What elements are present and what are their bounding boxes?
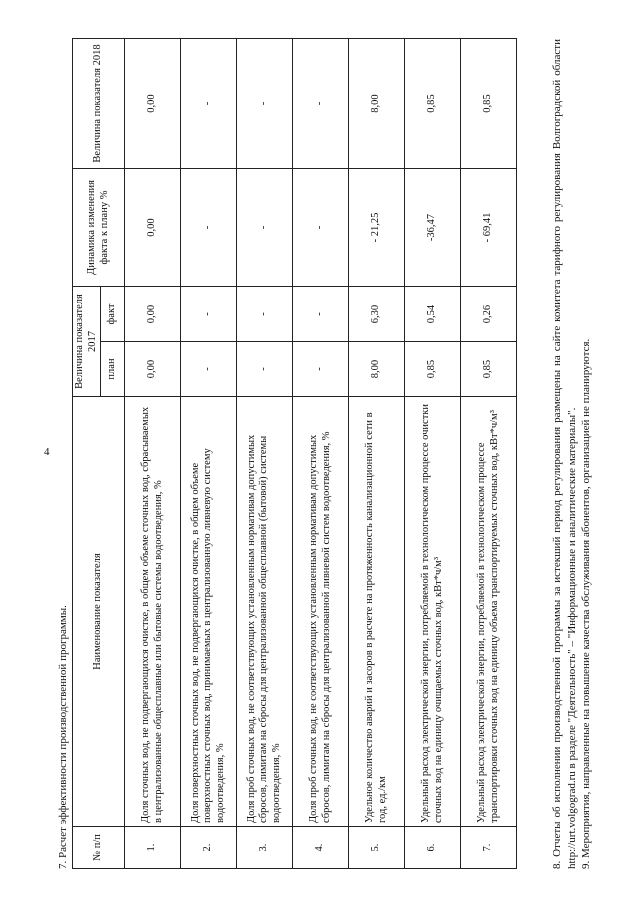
row-name: Доля поверхностных сточных вод, не подвергающихся очистке, в общем объеме поверхностных сточных вод, принимаемых в централизованную ливневую систему водоотведения, %	[181, 397, 237, 827]
table-row	[293, 39, 349, 869]
row-plan: -	[237, 342, 293, 397]
row-fact: -	[181, 287, 237, 342]
row-value-2018: 0,00	[125, 39, 181, 169]
table-row	[405, 39, 461, 869]
header-num: № п/п	[73, 827, 125, 869]
row-plan: 0,85	[461, 342, 517, 397]
row-num: 5.	[349, 827, 405, 869]
row-plan: -	[181, 342, 237, 397]
row-plan: 0,00	[125, 342, 181, 397]
row-name: Доля проб сточных вод, не соответствующих установленным нормативам допустимых сбросов, лимитам на сбросы для централизованной ливневой систем водоотведения, %	[293, 397, 349, 827]
row-plan: 8,00	[349, 342, 405, 397]
notes	[550, 39, 594, 869]
row-value-2018: -	[181, 39, 237, 169]
row-dynamics: - 69,41	[461, 169, 517, 287]
page-number: 4	[44, 446, 50, 458]
indicators-table	[72, 38, 517, 869]
row-fact: -	[237, 287, 293, 342]
row-num: 7.	[461, 827, 517, 869]
row-plan: -	[293, 342, 349, 397]
table-row	[181, 39, 237, 869]
row-value-2018: -	[237, 39, 293, 169]
row-name: Доля проб сточных вод, не соответствующих установленным нормативам допустимых сбросов, лимитам на сбросы для централизованной общесплавной (бытовой) системы водоотведения, %	[237, 397, 293, 827]
header-value-2018: Величина показателя 2018	[73, 39, 125, 169]
header-value-2017: Величина показателя 2017	[73, 287, 101, 397]
row-num: 3.	[237, 827, 293, 869]
row-num: 1.	[125, 827, 181, 869]
row-fact: 0,00	[125, 287, 181, 342]
row-name: Удельный расход электрической энергии, потребляемой в технологическом процессе очистки сточных вод на единицу очищаемых сточных вод, кВт*ч/м³	[405, 397, 461, 827]
row-name: Удельный расход электрической энергии, потребляемой в технологическом процессе транспортировки сточных вод на единицу объема транспортируемых сточных вод, кВт*ч/м³	[461, 397, 517, 827]
row-value-2018: -	[293, 39, 349, 169]
table-row	[461, 39, 517, 869]
row-name: Удельное количество аварий и засоров в расчете на протяженность канализационной сети в год, ед./км	[349, 397, 405, 827]
row-dynamics: -36,47	[405, 169, 461, 287]
row-fact: 0,54	[405, 287, 461, 342]
row-value-2018: 8,00	[349, 39, 405, 169]
table-row	[237, 39, 293, 869]
row-value-2018: 0,85	[461, 39, 517, 169]
header-fact: факт	[101, 287, 125, 342]
row-fact: 6,30	[349, 287, 405, 342]
row-dynamics: - 21,25	[349, 169, 405, 287]
row-num: 6.	[405, 827, 461, 869]
row-fact: 0,26	[461, 287, 517, 342]
header-name: Наименование показателя	[73, 397, 125, 827]
table-row	[349, 39, 405, 869]
table-header-row	[73, 39, 101, 869]
rotated-page-content	[56, 36, 606, 869]
row-name: Доля сточных вод, не подвергающихся очистке, в общем объеме сточных вод, сбрасываемых в централизованные общесплавные или бытовые системы водоотведения, %	[125, 397, 181, 827]
header-plan: план	[101, 342, 125, 397]
row-value-2018: 0,85	[405, 39, 461, 169]
row-dynamics: -	[237, 169, 293, 287]
header-dynamics: Динамика изменения факта к плану %	[73, 169, 125, 287]
row-dynamics: -	[181, 169, 237, 287]
section-title: 7. Расчет эффективности производственной программы.	[57, 605, 69, 869]
row-plan: 0,85	[405, 342, 461, 397]
row-num: 4.	[293, 827, 349, 869]
row-num: 2.	[181, 827, 237, 869]
row-fact: -	[293, 287, 349, 342]
note-item-8: 8. Отчеты об исполнении производственной программы за истекший период регулирования размещены на сайте комитета тарифного регулирования Волгоградской области http://urt.volgograd.ru в разделе "Деятельность" – "Информационные и аналитические материалы".	[551, 39, 578, 869]
row-dynamics: 0,00	[125, 169, 181, 287]
table-row	[125, 39, 181, 869]
note-item-9: 9. Мероприятия, направленные на повышение качества обслуживания абонентов, организацией не планируются.	[580, 338, 592, 869]
row-dynamics: -	[293, 169, 349, 287]
